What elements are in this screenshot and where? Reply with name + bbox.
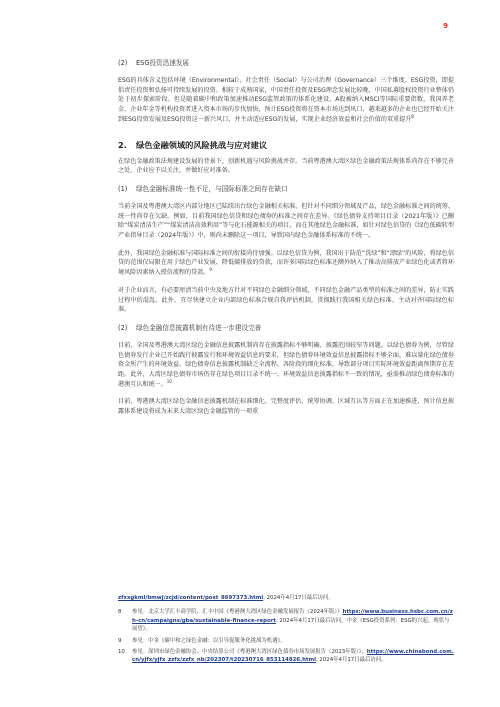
paragraph-international (118, 249, 454, 278)
paragraph-esg (118, 76, 454, 125)
subsection-title: ESG投资迅速发展 (136, 59, 190, 67)
paragraph-text: 目前，全国及粤港澳大湾区绿色金融信息披露机制尚存在披露指标不够明确、披露范围较窄等问题。以绿色债券为例，尽管绿色债券发行企业已开始践行披露发行和环境效益信息的要求，但绿色债券环境效益信息披露指标不够全面，难以量化绿色债券资金所产生的环境效益。绿色债券信息披露机制缺乏全流程、各阶段的细化标准，导致部分项目实际环境效益距离预期存在差距。此外，大湾区绿色债券市场仍存在绿色项目目录不统一、环境效益信息披露指标不一致的情况，亟需推动绿色债券标准的港澳互认和统一。 (118, 341, 454, 388)
section-heading (118, 139, 454, 151)
footnote-text: , 2024年4月17日最后访问。 (316, 657, 387, 664)
paragraph-disclosure (118, 341, 454, 390)
footnote-body (132, 608, 454, 633)
footnote-continuation (118, 594, 454, 602)
paragraph-text: 此外，我国绿色金融标准与国际标准之间的衔接尚待加强。以绿色信贷为例，我国出于防范“洗绿”和“漂绿”的风险，将绿色信贷的范围仅局限在用于绿色产业发展、降低碳排放的贷款，而许多国际绿色标准还额外纳入了推动高排放产业绿色化或者将环境风险因素纳入授信流程的贷款。 (118, 249, 454, 277)
footnote-10 (118, 648, 454, 665)
section-title: 绿色金融领域的风险挑战与应对建议 (136, 139, 268, 150)
footnote-text: , 2024年4月17日最后访问。中金《ESG投资系列：ESG的兴起、现状与展望》。 (132, 617, 450, 633)
footnote-9 (118, 637, 454, 645)
subsection-number: (2) (118, 59, 128, 67)
footnote-text: , 2024年4月17日最后访问。 (263, 595, 334, 601)
paragraph-standards: 当前全国及粤港澳大湾区内部分地区已陆续出台绿色金融相关标准，但针对不同细分领域及产品，绿色金融标准之间的统筹、统一性尚存在欠缺。例如，目前我国绿色信贷和绿色债券的标准之间存在差异。《绿色债券支持项目目录（2021年版）》已删除“煤炭清洁生产”“煤炭清洁高效利用”等与化石能源相关的项目，而在其他绿色金融标准，如针对绿色信贷的《绿色低碳转型产业指导目录（2024年版）》中，则尚未删除这一项目，导致国内绿色金融体系标准的不统一。 (118, 202, 454, 240)
subsection-heading-standards (118, 184, 454, 194)
subsection-number: (1) (118, 184, 128, 193)
subsection-heading-esg (118, 58, 454, 68)
paragraph-text: ESG的具体含义包括环境（Environmental）、社会责任（Social）与公司治理（Governance）三个维度。ESG投资，即提倡责任投资和弘扬可持续发展的投资。相较于成熟国家，中国责任投资及ESG理念发展比较晚，中国私募股权投资行业整体仍处于初步探索阶段。但是随着碳中和政策加速推动ESG监管政策的体系化建设，A股被纳入MSCI等国际重要指数，我国养老金、企业年金等机构投资者进入资本市场的步伐加快，预计ESG投资将在资本市场达到风口，越来越多的企业也已经开始关注到ESG投资发展及ESG投资这一新兴风口，并主动适应ESG的发展，实现企业经济效益和社会价值的双重提升 (118, 77, 454, 123)
footnote-number: 10 (118, 649, 125, 656)
page-number: 9 (443, 22, 448, 30)
footnote-ref-8[interactable]: 8 (411, 113, 414, 119)
footnote-link[interactable]: zfxxgkml/bmwj/zcjd/content/post_8697373.html (118, 595, 264, 601)
footnote-text: 参见：深圳市绿色金融协会、中央结算公司《粤港澳大湾区绿色债券市场发展报告（2023年版）》， (132, 649, 367, 656)
footnote-body (132, 648, 454, 665)
subsection-title: 绿色金融信息披露机制有待进一步建设完善 (136, 323, 262, 332)
paragraph-intro: 在绿色金融政策法规建设发展的背景下，创新机遇与风险挑战并存。当前粤港澳大湾区绿色金融政策法规体系尚存在不够完善之处，企业应予以关注，并做好应对准备。 (118, 157, 454, 175)
paragraph-disclosure-progress: 目前，粤港澳大湾区绿色金融信息披露机制在标准细化、完整度评估、统筹协调、区域互认等方面正在加速推进，预计信息披露体系建设将成为未来大湾区绿色金融监管的一项重 (118, 398, 454, 416)
footnote-ref-9[interactable]: 9 (209, 267, 212, 273)
footnote-text: 参见：北京大学汇丰商学院、汇丰中国《粤港澳大湾区绿色金融发展报告（2024年版）》 (132, 609, 343, 616)
main-content (118, 52, 454, 425)
subsection-number: (2) (118, 323, 128, 332)
footnote-number: 8 (118, 609, 122, 616)
paragraph-enterprise: 对于企业而言，有必要厘清当前中央及地方针对不同绿色金融细分领域、不同绿色金融产品类型的标准之间的差异，防止实践过程中的混乱。此外，宜尽快建立企业内部绿色标准合规自我评估机制，贯彻践行我国相关绿色标准、主动对齐国际绿色标准。 (118, 286, 454, 314)
footnotes (118, 594, 454, 668)
section-number: 2. (118, 139, 127, 150)
footnote-link[interactable]: https://www.business.hsbc.com.cn/zh-cn/campaigns/gba/sustainable-finance-report (132, 609, 453, 624)
footnote-ref-10[interactable]: 10 (166, 378, 172, 384)
footnote-8 (118, 608, 454, 633)
footnote-link[interactable]: https://www.chinabond.com.cn/yjfx/yjfx_zzfx/zzfx_nb/202307/t20230716_853114826.html (132, 649, 454, 664)
subsection-title: 绿色金融标准统一性不足，与国际标准之间存在缺口 (136, 184, 288, 193)
footnote-body: 参见：中金《碳中和之绿色金融：以引导促服务化挑战为机遇》。 (132, 637, 286, 644)
subsection-heading-disclosure (118, 323, 454, 333)
footnote-number: 9 (118, 637, 122, 644)
